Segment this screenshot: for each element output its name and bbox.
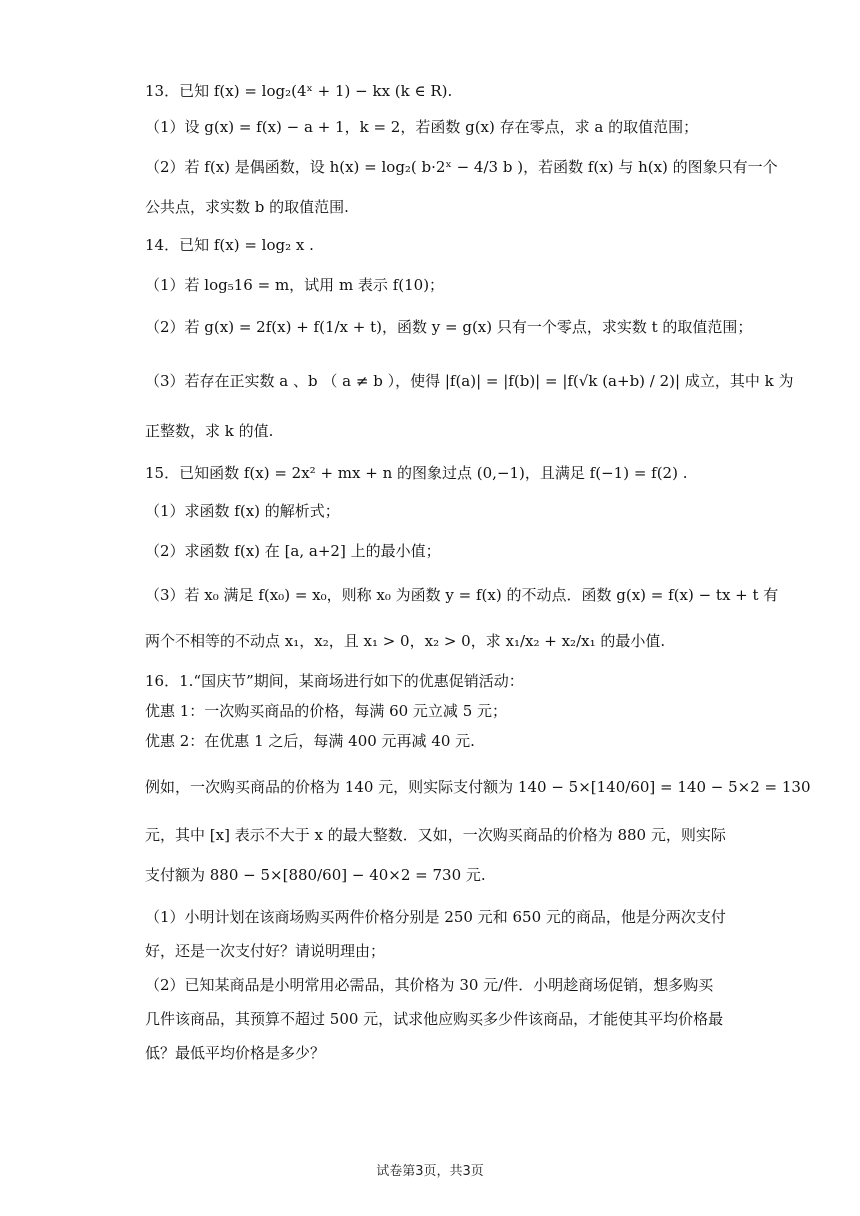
problem-15-part1: （1）求函数 f(x) 的解析式；: [145, 502, 340, 520]
problem-15-part3-cont: 两个不相等的不动点 x₁，x₂，且 x₁ > 0，x₂ > 0，求 x₁/x₂ + x₂/x₁ 的最小值.: [145, 632, 666, 650]
problem-16-offer-2: 优惠 2：在优惠 1 之后，每满 400 元再减 40 元.: [145, 732, 475, 750]
problem-14-part3: （3）若存在正实数 a 、b （ a ≠ b ），使得 |f(a)| = |f(b)| = |f(√k (a+b) / 2)| 成立，其中 k 为: [145, 372, 794, 390]
problem-16-part1-cont: 好，还是一次支付好？请说明理由；: [145, 942, 386, 960]
problem-15-part3: （3）若 x₀ 满足 f(x₀) = x₀，则称 x₀ 为函数 y = f(x) 的不动点．函数 g(x) = f(x) − tx + t 有: [145, 586, 779, 604]
problem-16-part2-cont-2: 低？最低平均价格是多少？: [145, 1044, 326, 1062]
problem-15-part2: （2）求函数 f(x) 在 [a, a+2] 上的最小值；: [145, 542, 441, 560]
problem-16-example-cont-1: 元，其中 [x] 表示不大于 x 的最大整数．又如，一次购买商品的价格为 880 元，则实际: [145, 826, 726, 844]
problem-13-stem: 13．已知 f(x) = log₂(4ˣ + 1) − kx (k ∈ R).: [145, 82, 453, 100]
problem-14-stem: 14．已知 f(x) = log₂ x .: [145, 236, 314, 254]
problem-14-part2: （2）若 g(x) = 2f(x) + f(1/x + t)，函数 y = g(x) 只有一个零点，求实数 t 的取值范围；: [145, 318, 753, 336]
problem-16-stem: 16．1.“国庆节”期间，某商场进行如下的优惠促销活动：: [145, 672, 524, 690]
problem-16-example-cont-2: 支付额为 880 − 5×[880/60] − 40×2 = 730 元.: [145, 866, 486, 884]
problem-16-part1: （1）小明计划在该商场购买两件价格分别是 250 元和 650 元的商品，他是分两次支付: [145, 908, 726, 926]
problem-14-part3-cont: 正整数，求 k 的值.: [145, 422, 274, 440]
problem-16-example: 例如，一次购买商品的价格为 140 元，则实际支付额为 140 − 5×[140/60] = 140 − 5×2 = 130: [145, 778, 811, 796]
problem-16-offer-1: 优惠 1：一次购买商品的价格，每满 60 元立减 5 元；: [145, 702, 508, 720]
problem-16-part2-cont-1: 几件该商品，其预算不超过 500 元，试求他应购买多少件该商品，才能使其平均价格最: [145, 1010, 724, 1028]
problem-13-part2: （2）若 f(x) 是偶函数，设 h(x) = log₂( b·2ˣ − 4/3 b )，若函数 f(x) 与 h(x) 的图象只有一个: [145, 158, 778, 176]
problem-14-part1: （1）若 log₅16 = m，试用 m 表示 f(10)；: [145, 276, 445, 294]
problem-16-part2: （2）已知某商品是小明常用必需品，其价格为 30 元/件．小明趁商场促销，想多购买: [145, 976, 714, 994]
problem-15-stem: 15．已知函数 f(x) = 2x² + mx + n 的图象过点 (0,−1)，且满足 f(−1) = f(2) .: [145, 464, 688, 482]
page-footer: 试卷第3页，共3页: [376, 1164, 484, 1179]
problem-13-part2-cont: 公共点，求实数 b 的取值范围.: [145, 198, 349, 216]
problem-13-part1: （1）设 g(x) = f(x) − a + 1，k = 2，若函数 g(x) 存在零点，求 a 的取值范围；: [145, 118, 699, 136]
